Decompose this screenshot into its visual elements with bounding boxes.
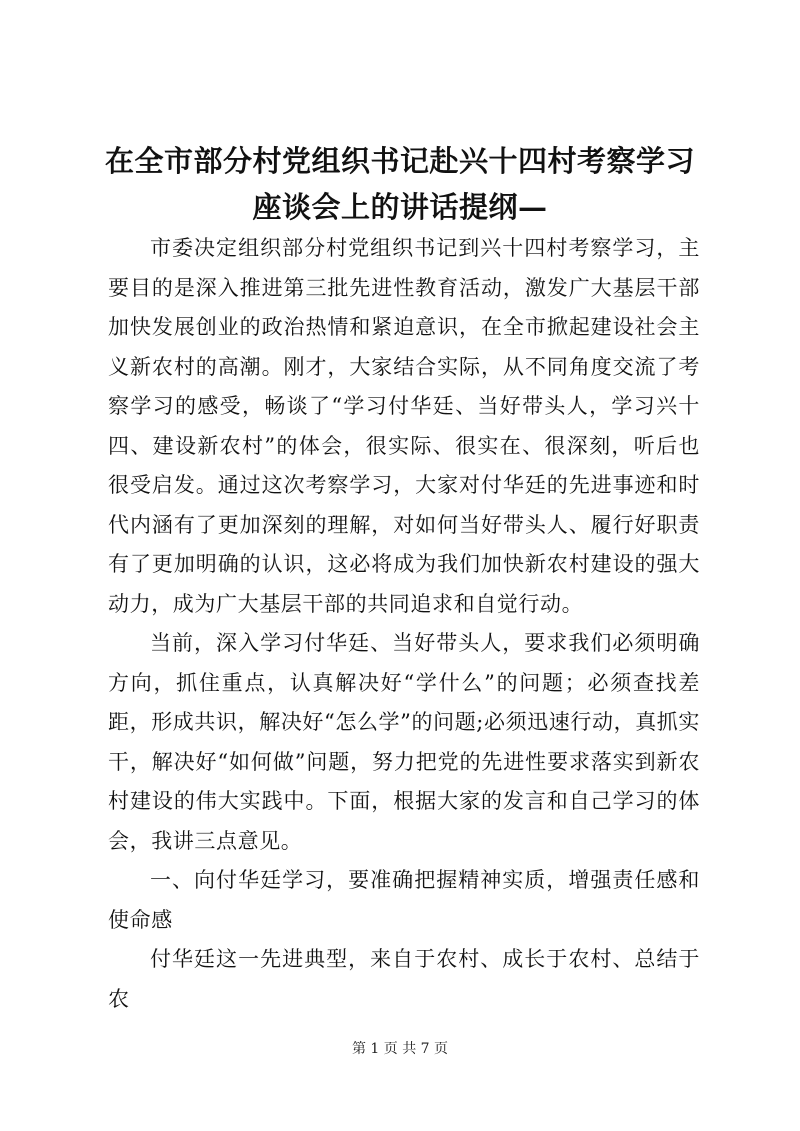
document-title: 在全市部分村党组织书记赴兴十四村考察学习座谈会上的讲话提纲— — [104, 144, 695, 224]
page-footer: 第 1 页 共 7 页 — [351, 1041, 449, 1057]
paragraph-section-one: 付华廷这一先进典型，来自于农村、成长于农村、总结于农 — [108, 947, 700, 1011]
section-heading-one: 一、向付华廷学习，要准确把握精神实质，增强责任感和使命感 — [108, 868, 700, 932]
paragraph-intro: 市委决定组织部分村党组织书记到兴十四村考察学习，主要目的是深入推进第三批先进性教育活动，激发广大基层干部加快发展创业的政治热情和紧迫意识，在全市掀起建设社会主义新农村的高潮。刚才，大家结合实际，从不同角度交流了考察学习的感受，畅谈了“学习付华廷、当好带头人，学习兴十四、建设新农村”的体会，很实际、很实在、很深刻，听后也很受启发。通过这次考察学习，大家对付华廷的先进事迹和时代内涵有了更加深刻的理解，对如何当好带头人、履行好职责有了更加明确的认识，这必将成为我们加快新农村建设的强大动力，成为广大基层干部的共同追求和自觉行动。 — [108, 236, 700, 616]
paragraph-requirements: 当前，深入学习付华廷、当好带头人，要求我们必须明确方向，抓住重点，认真解决好“学什么”的问题；必须查找差距，形成共识，解决好“怎么学”的问题;必须迅速行动，真抓实干，解决好“如何做”问题，努力把党的先进性要求落实到新农村建设的伟大实践中。下面，根据大家的发言和自己学习的体会，我讲三点意见。 — [108, 631, 700, 853]
document-body — [108, 229, 700, 1019]
